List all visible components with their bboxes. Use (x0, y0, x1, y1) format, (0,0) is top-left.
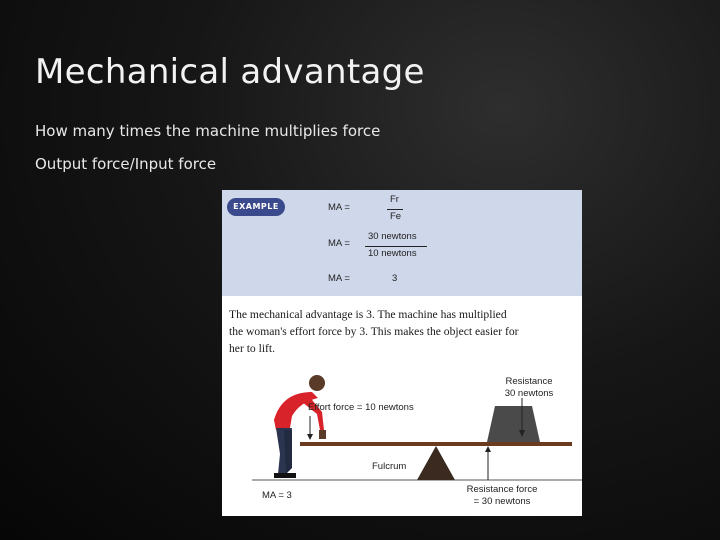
paragraph-line: her to lift. (229, 342, 276, 355)
resistance-label-line2: 30 newtons (504, 388, 554, 399)
bullet-multiplies-force: How many times the machine multiplies force (35, 122, 381, 140)
formula-row1-num: Fr (390, 194, 399, 205)
fulcrum-icon (417, 446, 455, 480)
paragraph-line: the woman's effort force by 3. This makes the object easier for (229, 325, 519, 338)
formula-row2-bar (365, 246, 427, 247)
formula-row2-lhs: MA = (328, 238, 350, 249)
resistance-force-label-line1: Resistance force (466, 484, 538, 495)
formula-row1-lhs: MA = (328, 202, 350, 213)
resistance-force-label-line2: = 30 newtons (473, 496, 531, 507)
ma-label: MA = 3 (262, 490, 292, 501)
bullet-output-input: Output force/Input force (35, 155, 217, 173)
formula-row2-den: 10 newtons (368, 248, 417, 259)
formula-row1-den: Fe (390, 211, 402, 222)
example-tag: EXAMPLE (227, 198, 285, 216)
paragraph-line: The mechanical advantage is 3. The machine has multiplied (229, 308, 507, 321)
resistance-label-line1: Resistance (505, 376, 553, 387)
effort-arrow-head (307, 434, 313, 440)
formula-row3-lhs: MA = (328, 273, 350, 284)
formula-row1-bar (387, 209, 403, 210)
person-icon (274, 375, 326, 478)
lever-plank (300, 442, 572, 446)
resistance-force-arrow-head (485, 446, 491, 452)
example-box (222, 190, 582, 296)
slide-title: Mechanical advantage (35, 52, 425, 92)
fulcrum-label: Fulcrum (372, 461, 407, 472)
formula-row2-num: 30 newtons (368, 231, 417, 242)
formula-row3-val: 3 (392, 273, 398, 284)
lever-figure (222, 190, 582, 516)
effort-force-label: Effort force = 10 newtons (308, 402, 414, 413)
resistance-weight-icon (487, 406, 540, 442)
